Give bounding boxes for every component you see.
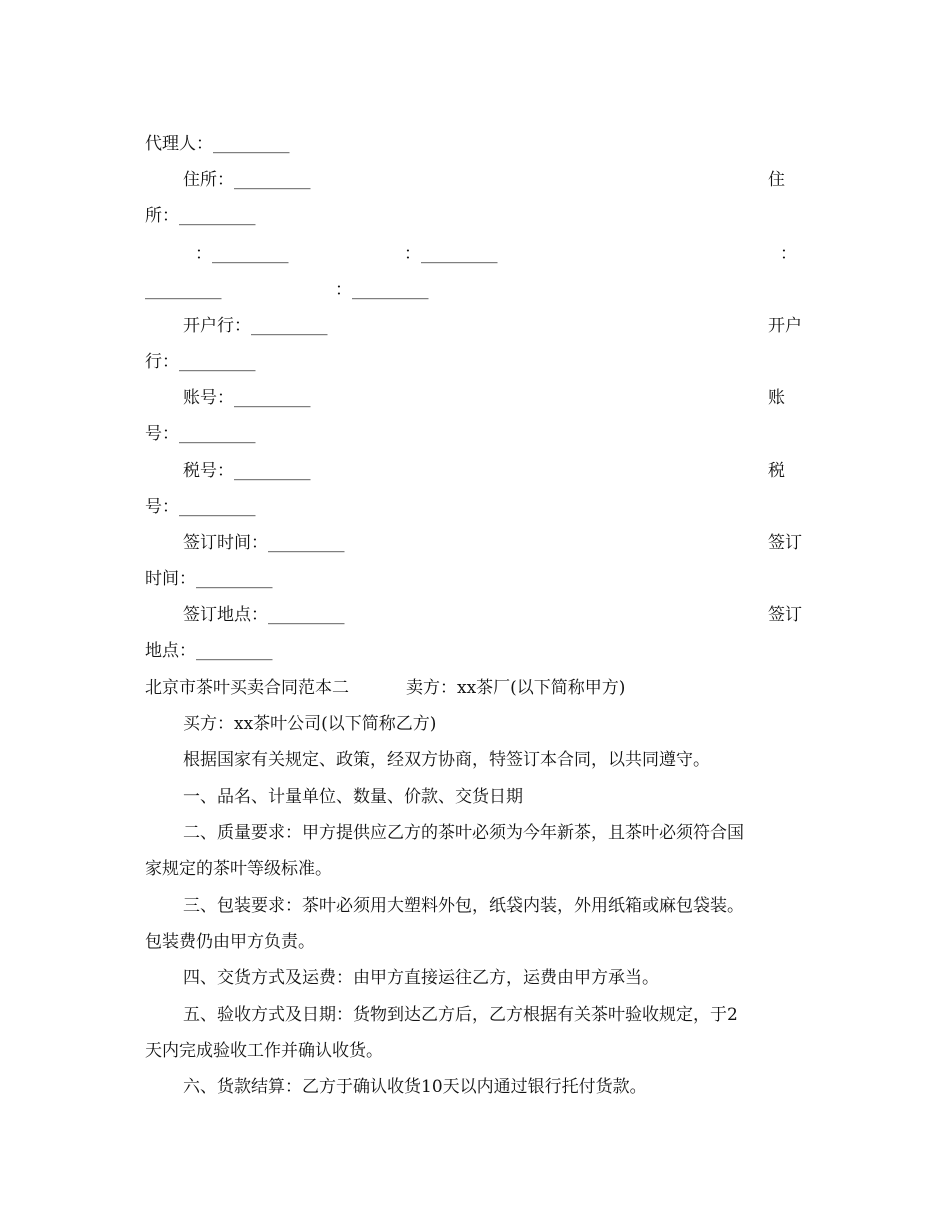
bank-b-blank: _________: [179, 352, 256, 372]
place-b-label-2: 地点：: [145, 641, 196, 661]
colon-field-1: [195, 243, 289, 265]
buyer-line: 买方：xx茶叶公司(以下简称乙方): [183, 714, 437, 734]
address-b-blank: _________: [179, 206, 256, 226]
tax-a-label: 税号：: [183, 461, 234, 481]
colon-1: ：: [195, 244, 212, 264]
address-b-line: [145, 205, 256, 227]
tax-a-line: [183, 460, 311, 482]
place-b-line: [145, 640, 273, 662]
place-b-label-1: 签订: [768, 605, 802, 625]
time-b-label-1: 签订: [768, 533, 802, 553]
place-a-label: 签订地点：: [183, 605, 268, 625]
place-b-blank: _________: [196, 641, 273, 661]
colon-2: ：: [404, 244, 421, 264]
tax-b-line: [145, 496, 256, 518]
colon-field-3: ：: [780, 244, 797, 264]
clause-6: 六、货款结算：乙方于确认收货10天以内通过银行托付货款。: [183, 1077, 647, 1097]
clause-5-line-2: 天内完成验收工作并确认收货。: [145, 1041, 383, 1061]
clause-4: 四、交货方式及运费：由甲方直接运往乙方，运费由甲方承当。: [183, 968, 659, 988]
clause-2-line-2: 家规定的茶叶等级标准。: [145, 859, 332, 879]
account-b-label-1: 账: [768, 388, 785, 408]
place-a-line: [183, 604, 345, 626]
account-b-label-2: 号：: [145, 424, 179, 444]
address-a-blank: _________: [234, 170, 311, 190]
clause-3-line-2: 包装费仍由甲方负责。: [145, 932, 315, 952]
clause-1: 一、品名、计量单位、数量、价款、交货日期: [183, 787, 523, 807]
place-a-blank: _________: [268, 605, 345, 625]
time-a-line: [183, 532, 345, 554]
clause-2-line-1: 二、质量要求：甲方提供应乙方的茶叶必须为今年新茶，且茶叶必须符合国: [183, 823, 744, 843]
address-a-line: [183, 169, 311, 191]
colon-field-4: [335, 279, 429, 301]
blank-field-1: _________: [212, 244, 289, 264]
colon-4: ：: [335, 280, 352, 300]
blank-field-2: _________: [421, 244, 498, 264]
account-a-blank: _________: [234, 388, 311, 408]
intro-paragraph: 根据国家有关规定、政策，经双方协商，特签订本合同，以共同遵守。: [183, 750, 710, 770]
address-b-label-2: 所：: [145, 206, 179, 226]
blank-field-4: _________: [352, 280, 429, 300]
time-a-blank: _________: [268, 533, 345, 553]
colon-field-2: [404, 243, 498, 265]
time-b-blank: _________: [196, 569, 273, 589]
address-b-label-1: 住: [768, 170, 785, 190]
tax-b-blank: _________: [179, 497, 256, 517]
tax-a-blank: _________: [234, 461, 311, 481]
clause-3-line-1: 三、包装要求：茶叶必须用大塑料外包，纸袋内装，外用纸箱或麻包袋装。: [183, 896, 744, 916]
clause-5-line-1: 五、验收方式及日期：货物到达乙方后，乙方根据有关茶叶验收规定，于2: [183, 1005, 738, 1025]
agent-label: 代理人：: [145, 134, 213, 154]
blank-field-3: _________: [145, 280, 222, 300]
bank-b-label-1: 开户: [768, 316, 802, 336]
contract-title: 北京市茶叶买卖合同范本二: [145, 678, 349, 698]
account-a-label: 账号：: [183, 388, 234, 408]
tax-b-label-1: 税: [768, 461, 785, 481]
tax-b-label-2: 号：: [145, 497, 179, 517]
bank-a-label: 开户行：: [183, 316, 251, 336]
bank-a-line: [183, 315, 328, 337]
address-a-label: 住所：: [183, 170, 234, 190]
agent-line: [145, 133, 290, 155]
bank-b-line: [145, 351, 256, 373]
seller-line: 卖方：xx茶厂(以下简称甲方): [406, 678, 626, 698]
account-b-line: [145, 423, 256, 445]
agent-blank: _________: [213, 134, 290, 154]
bank-b-label-2: 行：: [145, 352, 179, 372]
time-a-label: 签订时间：: [183, 533, 268, 553]
time-b-line: [145, 568, 273, 590]
account-b-blank: _________: [179, 424, 256, 444]
bank-a-blank: _________: [251, 316, 328, 336]
account-a-line: [183, 387, 311, 409]
time-b-label-2: 时间：: [145, 569, 196, 589]
